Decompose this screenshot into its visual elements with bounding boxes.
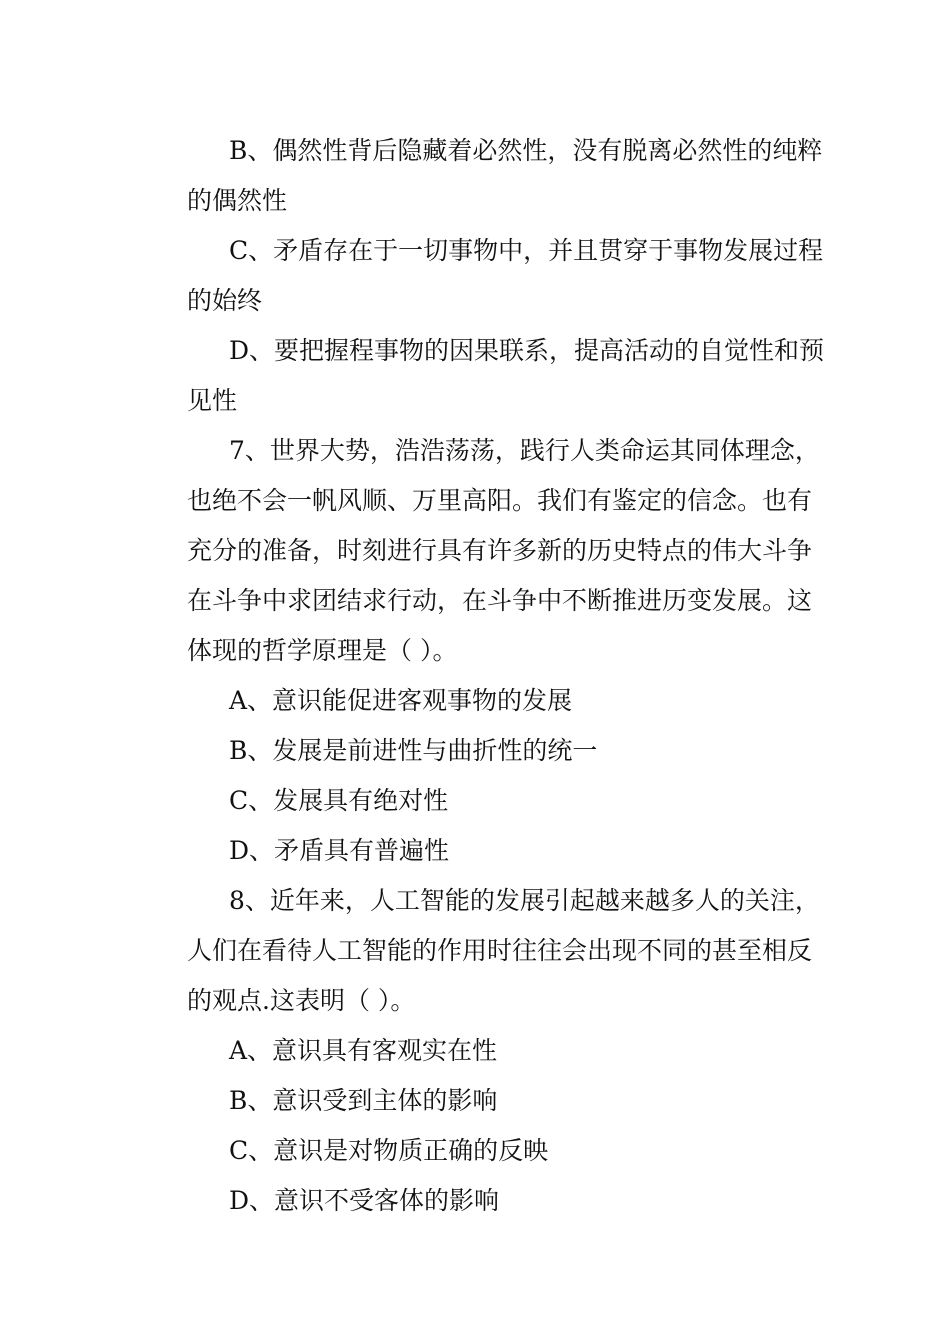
text-line: A、意识具有客观实在性 — [229, 1036, 498, 1065]
text-line: D、要把握程事物的因果联系，提高活动的自觉性和预 — [229, 336, 825, 365]
question-8 — [145, 876, 820, 1026]
option-a-q7 — [145, 676, 810, 726]
text-line: C、发展具有绝对性 — [229, 786, 449, 815]
text-line: 的观点.这表明（ ）。 — [187, 986, 416, 1015]
option-b-q7 — [145, 726, 810, 776]
text-line: 的始终 — [187, 286, 263, 315]
text-line: B、偶然性背后隐藏着必然性，没有脱离必然性的纯粹 — [229, 136, 823, 165]
text-line: B、意识受到主体的影响 — [229, 1086, 498, 1115]
option-c-q8 — [145, 1126, 810, 1176]
text-line: 在斗争中求团结求行动，在斗争中不断推进历变发展。这 — [187, 586, 813, 615]
text-line: A、意识能促进客观事物的发展 — [229, 686, 573, 715]
text-line: C、矛盾存在于一切事物中，并且贯穿于事物发展过程 — [229, 236, 824, 265]
text-line: 8、近年来，人工智能的发展引起越来越多人的关注， — [229, 886, 820, 915]
text-line: D、矛盾具有普遍性 — [229, 836, 450, 865]
option-b-q6 — [145, 126, 823, 226]
document-body — [145, 126, 825, 1226]
option-d-q7 — [145, 826, 810, 876]
option-c-q7 — [145, 776, 810, 826]
text-line: 体现的哲学原理是（ ）。 — [187, 636, 458, 665]
text-line: 见性 — [187, 386, 238, 415]
text-line: 人们在看待人工智能的作用时往往会出现不同的甚至相反 — [187, 936, 813, 965]
text-line: 7、世界大势，浩浩荡荡，践行人类命运其同体理念， — [229, 436, 820, 465]
text-line: B、发展是前进性与曲折性的统一 — [229, 736, 598, 765]
text-line: 的偶然性 — [187, 186, 288, 215]
question-7 — [145, 426, 820, 676]
option-a-q8 — [145, 1026, 810, 1076]
option-c-q6 — [145, 226, 824, 326]
text-line: D、意识不受客体的影响 — [229, 1186, 500, 1215]
text-line: 充分的准备，时刻进行具有许多新的历史特点的伟大斗争 — [187, 536, 813, 565]
text-line: 也绝不会一帆风顺、万里高阳。我们有鉴定的信念。也有 — [187, 486, 813, 515]
option-d-q8 — [145, 1176, 810, 1226]
option-d-q6 — [145, 326, 825, 426]
option-b-q8 — [145, 1076, 810, 1126]
text-line: C、意识是对物质正确的反映 — [229, 1136, 549, 1165]
